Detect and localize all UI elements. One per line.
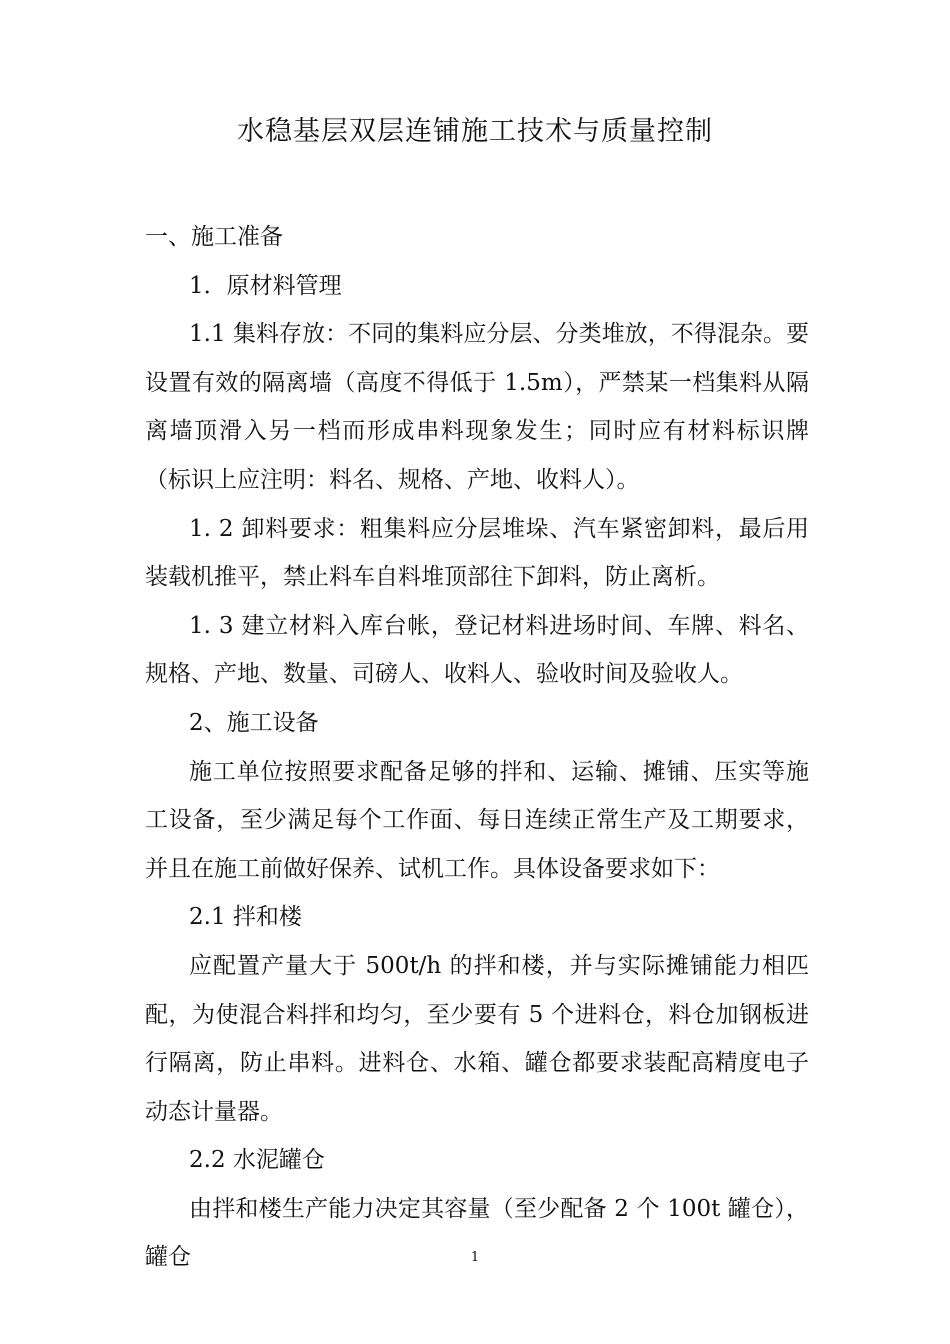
- page-number: 1: [470, 1250, 480, 1265]
- document-body: [145, 213, 809, 1282]
- paragraph: 由拌和楼生产能力决定其容量（至少配备 2 个 100t 罐仓），罐仓: [145, 1195, 809, 1271]
- subsection-heading: 1．原材料管理: [189, 272, 342, 299]
- paragraph: 应配置产量大于 500t/h 的拌和楼，并与实际摊铺能力相匹配，为使混合料拌和均匀，至少要有 5 个进料仓，料仓加钢板进行隔离，防止串料。进料仓、水箱、罐仓都要求装配高精度电子动态计量器。: [145, 952, 809, 1125]
- paragraph: 1. 3 建立材料入库台帐，登记材料进场时间、车牌、料名、规格、产地、数量、司磅人、收料人、验收时间及验收人。: [145, 612, 809, 688]
- subsection-heading: 2.1 拌和楼: [189, 904, 302, 931]
- subsection-heading: 2、施工设备: [189, 709, 319, 736]
- paragraph: 1.1 集料存放：不同的集料应分层、分类堆放，不得混杂。要设置有效的隔离墙（高度不得低于 1.5m），严禁某一档集料从隔离墙顶滑入另一档而形成串料现象发生；同时应有材料标识牌（标识上应注明：料名、规格、产地、收料人）。: [145, 321, 809, 493]
- document-title: 水稳基层双层连铺施工技术与质量控制: [237, 116, 713, 147]
- subsection-heading: 2.2 水泥罐仓: [189, 1147, 325, 1174]
- paragraph: 施工单位按照要求配备足够的拌和、运输、摊铺、压实等施工设备，至少满足每个工作面、每日连续正常生产及工期要求，并且在施工前做好保养、试机工作。具体设备要求如下：: [145, 758, 809, 882]
- section-heading: 一、施工准备: [145, 224, 283, 250]
- paragraph: 1. 2 卸料要求：粗集料应分层堆垛、汽车紧密卸料，最后用装载机推平，禁止料车自料堆顶部往下卸料，防止离析。: [145, 515, 809, 591]
